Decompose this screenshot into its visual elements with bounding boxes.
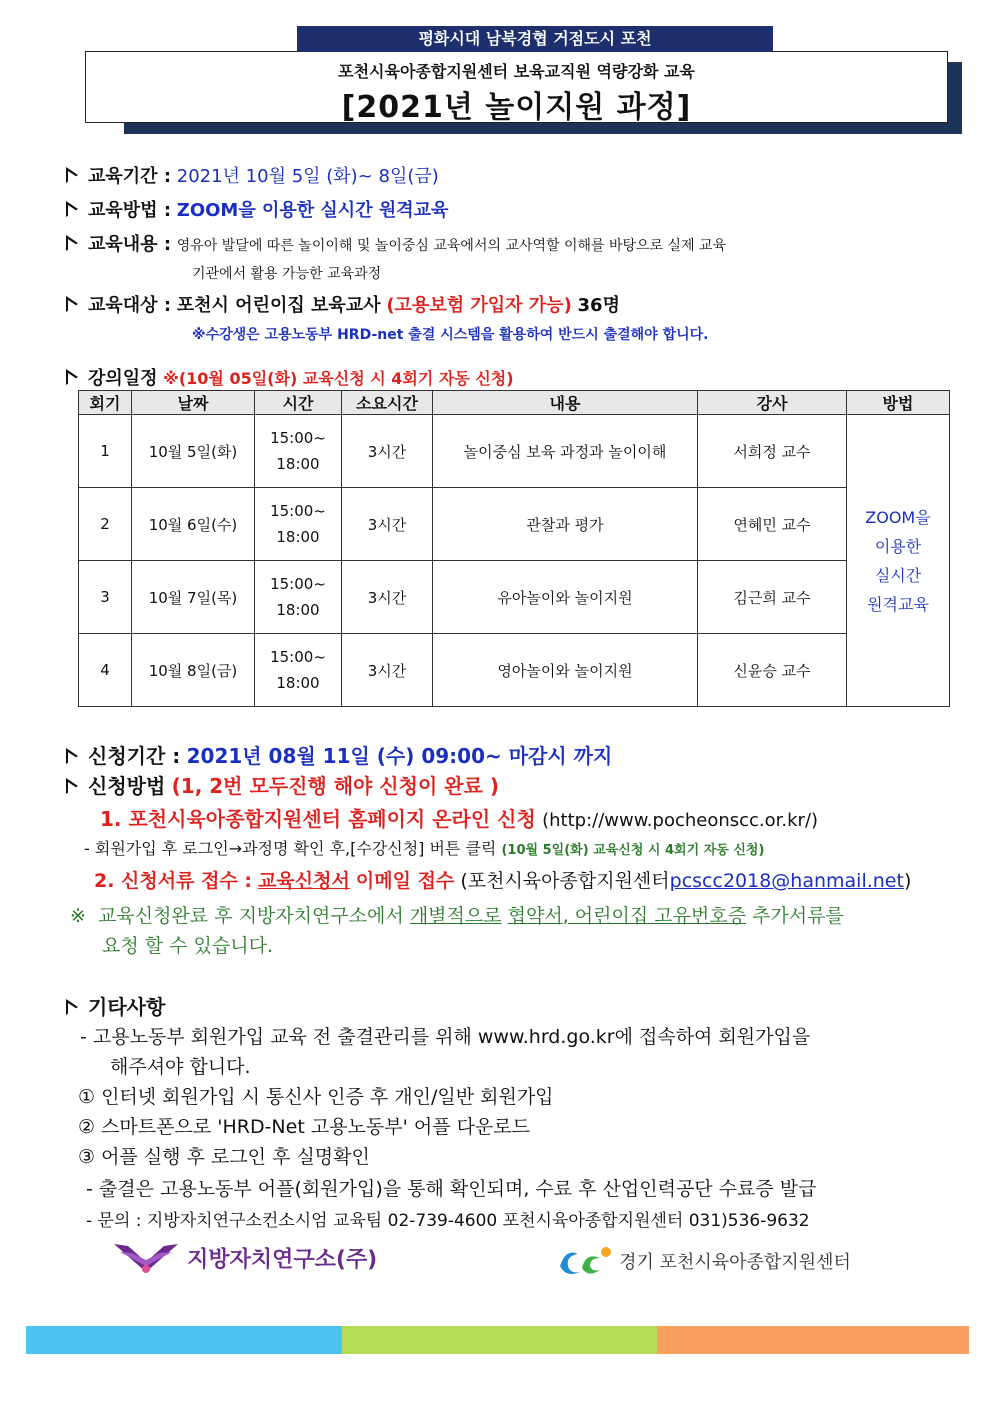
- notice-line-2: 요청 할 수 있습니다.: [102, 935, 273, 957]
- schedule-note: ※(10월 05일(화) 교육신청 시 4회기 자동 신청): [163, 369, 514, 388]
- etc-contact: - 문의 : 지방자치연구소컨소시엄 교육팀 02-739-4600 포천시육아종합지원센터 031)536-9632: [86, 1211, 810, 1231]
- footer-bar-cyan: [26, 1326, 342, 1354]
- target-value: 포천시 어린이집 보육교사: [176, 295, 381, 316]
- footer-bar-green: [342, 1326, 657, 1354]
- course-title: [2021년 놀이지원 과정]: [341, 90, 692, 125]
- content-text-2: 기관에서 활용 가능한 교육과정: [192, 266, 382, 282]
- session-time: 15:00~ 18:00: [255, 634, 342, 707]
- notice-extra: 추가서류를: [752, 905, 844, 927]
- schedule-line: [66, 364, 514, 390]
- session-duration: 3시간: [342, 488, 433, 561]
- apply-period-line: [66, 740, 612, 769]
- email-link[interactable]: pcscc2018@hanmail.net: [669, 870, 904, 892]
- session-duration: 3시간: [342, 634, 433, 707]
- session-no: 2: [79, 488, 132, 561]
- etc-step-2: ② 스마트폰으로 'HRD-Net 고용노동부' 어플 다운로드: [78, 1116, 531, 1138]
- session-date: 10월 5일(화): [132, 415, 255, 488]
- target-label: 교육대상 :: [88, 295, 172, 316]
- session-lecturer: 김근희 교수: [698, 561, 847, 634]
- col-header: 회기: [79, 391, 132, 415]
- etc-label: 기타사항: [88, 995, 166, 1019]
- col-header: 강사: [698, 391, 847, 415]
- left-logo-text: 지방자치연구소(주): [187, 1247, 378, 1273]
- apply-step2-center: (포천시육아종합지원센터: [460, 870, 670, 892]
- target-insurance-note: (고용보험 가입자 가능): [386, 295, 572, 316]
- notice-individual: 개별적으로: [409, 905, 502, 927]
- col-header: 소요시간: [342, 391, 433, 415]
- session-lecturer: 신윤승 교수: [698, 634, 847, 707]
- right-logo: [556, 1244, 851, 1278]
- content-text-1: 영유아 발달에 따른 놀이이해 및 놀이중심 교육에서의 교사역할 이해를 바탕으로 실제 교육: [176, 238, 727, 254]
- etc-line: [66, 991, 165, 1020]
- center-logo-icon: [556, 1244, 614, 1278]
- footer-bar-orange: [657, 1326, 969, 1354]
- session-content: 영아놀이와 놀이지원: [433, 634, 698, 707]
- content-label: 교육내용 :: [88, 234, 172, 255]
- session-lecturer: 서희정 교수: [698, 415, 847, 488]
- table-row: [79, 561, 950, 634]
- session-content: 유아놀이와 놀이지원: [433, 561, 698, 634]
- schedule-label: 강의일정: [88, 368, 158, 389]
- table-row: [79, 634, 950, 707]
- session-duration: 3시간: [342, 415, 433, 488]
- apply-step2-line: 2. 신청서류 접수 : 교육신청서 이메일 접수 (포천시육아종합지원센터pcscc2018@hanmail.net): [94, 870, 912, 892]
- session-date: 10월 7일(목): [132, 561, 255, 634]
- apply-method-label: 신청방법: [88, 774, 166, 798]
- apply-step1-detail-line: [84, 836, 764, 859]
- left-logo: [110, 1238, 377, 1278]
- homepage-link[interactable]: (http://www.pocheonscc.or.kr/): [542, 810, 819, 831]
- table-header-row: [79, 391, 950, 415]
- etc-line-1: - 고용노동부 회원가입 교육 전 출결관리를 위해 www.hrd.go.kr에 접속하여 회원가입을: [80, 1026, 811, 1048]
- session-date: 10월 6일(수): [132, 488, 255, 561]
- apply-period-label: 신청기간 :: [88, 744, 181, 768]
- method-value: ZOOM을 이용한 실시간 원격교육: [176, 200, 449, 221]
- session-lecturer: 연혜민 교수: [698, 488, 847, 561]
- method-line: [66, 196, 448, 222]
- apply-method-line: [66, 770, 499, 799]
- target-count: 36명: [577, 295, 620, 316]
- col-header: 시간: [255, 391, 342, 415]
- etc-step-3: ③ 어플 실행 후 로그인 후 실명확인: [78, 1146, 370, 1168]
- col-header: 내용: [433, 391, 698, 415]
- method-label: 교육방법 :: [88, 200, 172, 221]
- apply-step2-label: 2. 신청서류 접수 :: [94, 870, 253, 892]
- apply-method-note: (1, 2번 모두진행 해야 신청이 완료 ): [171, 774, 499, 798]
- session-no: 1: [79, 415, 132, 488]
- session-time: 15:00~ 18:00: [255, 415, 342, 488]
- right-logo-text: 경기 포천시육아종합지원센터: [619, 1252, 851, 1273]
- apply-period-value: 2021년 08월 11일 (수) 09:00~ 마감시 까지: [186, 744, 613, 768]
- title-box: [85, 51, 948, 123]
- top-banner: 평화시대 남북경협 거점도시 포천: [297, 26, 773, 52]
- session-date: 10월 8일(금): [132, 634, 255, 707]
- content-line: [66, 230, 726, 256]
- apply-step2-email: 이메일 접수: [355, 870, 455, 892]
- apply-step1: 1. 포천시육아종합지원센터 홈페이지 온라인 신청: [100, 807, 536, 831]
- etc-line-1b: 해주셔야 합니다.: [110, 1056, 251, 1078]
- notice-mark: ※: [70, 905, 86, 927]
- session-no: 3: [79, 561, 132, 634]
- etc-line-2: - 출결은 고용노동부 어플(회원가입)을 통해 확인되며, 수료 후 산업인력공단 수료증 발급: [86, 1178, 817, 1200]
- period-label: 교육기간 :: [88, 166, 172, 187]
- period-line: [66, 162, 439, 188]
- session-method: ZOOM을 이용한 실시간 원격교육: [847, 415, 950, 707]
- col-header: 날짜: [132, 391, 255, 415]
- wing-logo-icon: [110, 1238, 182, 1278]
- table-row: [79, 488, 950, 561]
- application-form: 교육신청서: [258, 870, 350, 892]
- target-line: [66, 291, 620, 317]
- etc-step-1: ① 인터넷 회원가입 시 통신사 인증 후 개인/일반 회원가입: [78, 1086, 554, 1108]
- apply-step1-note: (10월 5일(화) 교육신청 시 4회기 자동 신청): [501, 843, 765, 858]
- session-duration: 3시간: [342, 561, 433, 634]
- session-time: 15:00~ 18:00: [255, 488, 342, 561]
- notice-documents: 협약서, 어린이집 고유번호증: [507, 905, 747, 927]
- col-header: 방법: [847, 391, 950, 415]
- target-note: ※수강생은 고용노동부 HRD-net 출결 시스템을 활용하여 반드시 출결해야 합니다.: [192, 327, 709, 343]
- notice-text: 교육신청완료 후 지방자치연구소에서: [98, 905, 404, 927]
- schedule-table: [78, 390, 950, 707]
- period-value: 2021년 10월 5일 (화)~ 8일(금): [176, 166, 439, 187]
- session-time: 15:00~ 18:00: [255, 561, 342, 634]
- table-row: [79, 415, 950, 488]
- course-subtitle: 포천시육아종합지원센터 보육교직원 역량강화 교육: [338, 62, 695, 81]
- session-content: 놀이중심 보육 과정과 놀이이해: [433, 415, 698, 488]
- notice-line: [70, 901, 844, 928]
- session-content: 관찰과 평가: [433, 488, 698, 561]
- apply-step1-detail: - 회원가입 후 로그인→과정명 확인 후,[수강신청] 버튼 클릭: [84, 839, 497, 858]
- session-no: 4: [79, 634, 132, 707]
- apply-step1-line: [100, 803, 818, 832]
